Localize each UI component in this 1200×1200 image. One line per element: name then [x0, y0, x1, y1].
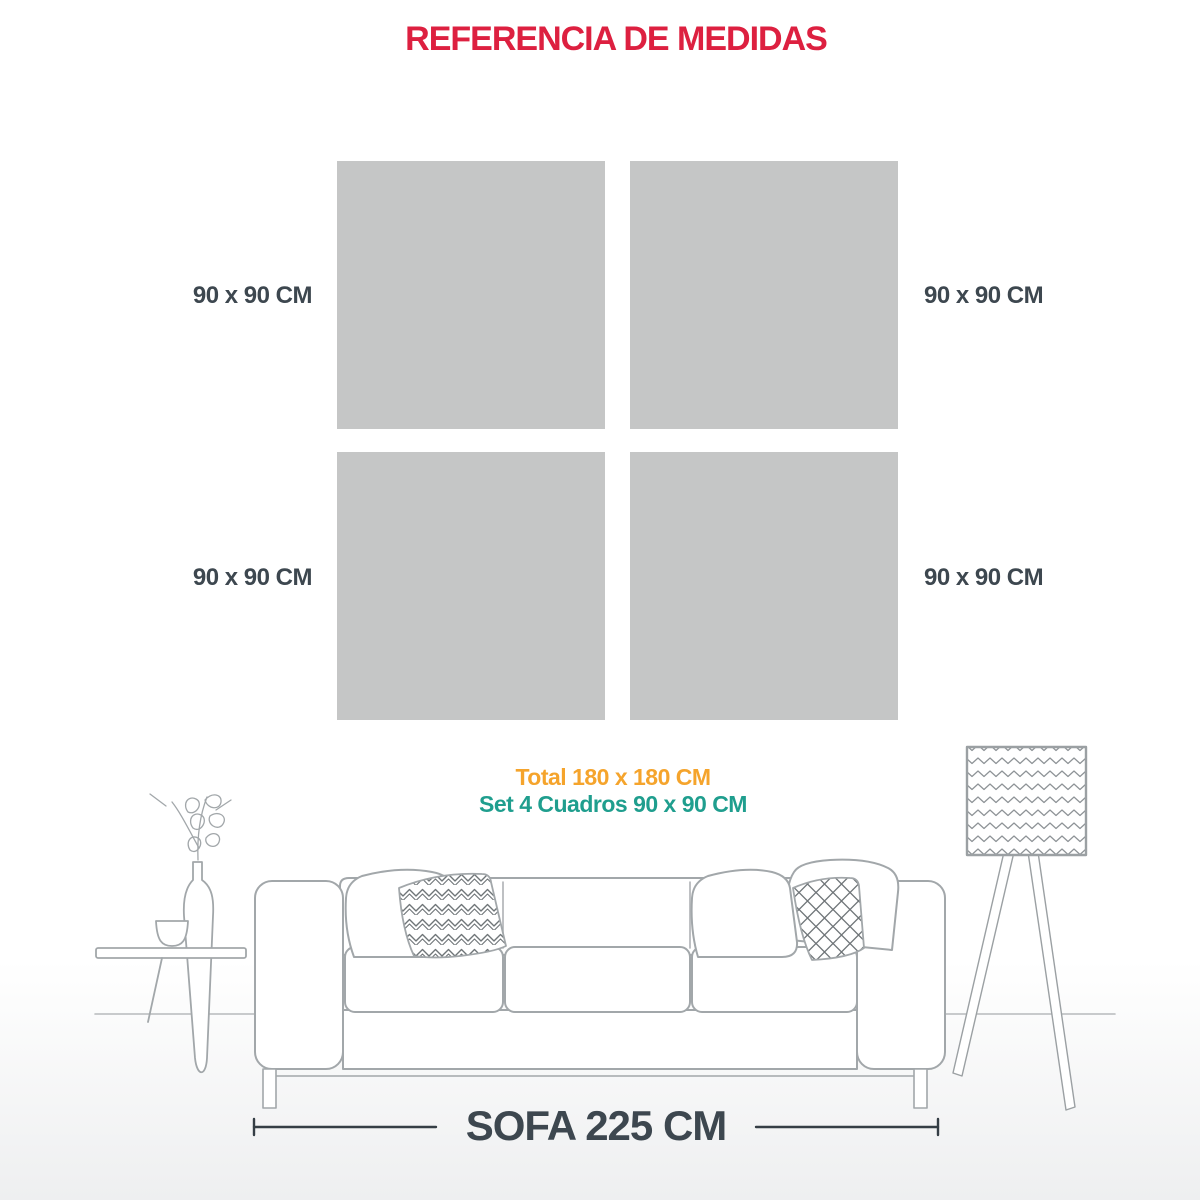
- frame-panel-top-left: [337, 161, 605, 429]
- sofa-leg: [263, 1069, 276, 1108]
- dimension-label-bottom-right: 90 x 90 CM: [924, 564, 1044, 591]
- flower-vase-illustration: [150, 794, 231, 860]
- dimension-label-top-right: 90 x 90 CM: [924, 282, 1044, 309]
- sofa-armrest-left: [255, 881, 343, 1069]
- table-leg: [148, 958, 162, 1022]
- sofa-leg: [914, 1069, 927, 1108]
- dimension-label-top-left: 90 x 90 CM: [192, 282, 312, 309]
- pillow-plain-right: [692, 870, 797, 957]
- side-table-illustration: [96, 794, 246, 1072]
- dimension-label-bottom-left: 90 x 90 CM: [192, 564, 312, 591]
- set-size-label: Set 4 Cuadros 90 x 90 CM: [479, 791, 747, 817]
- sofa-front-skirt: [343, 1010, 857, 1069]
- floor-lamp-illustration: [953, 747, 1086, 1110]
- sofa-illustration: [255, 860, 945, 1108]
- page-title: REFERENCIA DE MEDIDAS: [405, 20, 827, 58]
- vase-body: [184, 862, 213, 1072]
- lamp-shade: [967, 747, 1086, 855]
- total-size-label: Total 180 x 180 CM: [515, 764, 711, 790]
- table-top: [96, 948, 246, 958]
- lamp-leg: [953, 852, 1014, 1076]
- lamp-leg: [1028, 852, 1075, 1110]
- frame-panel-bottom-left: [337, 452, 605, 720]
- sofa-seat-cushion: [505, 947, 690, 1012]
- frame-panel-bottom-right: [630, 452, 898, 720]
- sofa-width-label: SOFA 225 CM: [465, 1102, 727, 1149]
- bowl: [156, 921, 188, 946]
- pillow-chevron: [399, 874, 506, 958]
- frame-panel-top-right: [630, 161, 898, 429]
